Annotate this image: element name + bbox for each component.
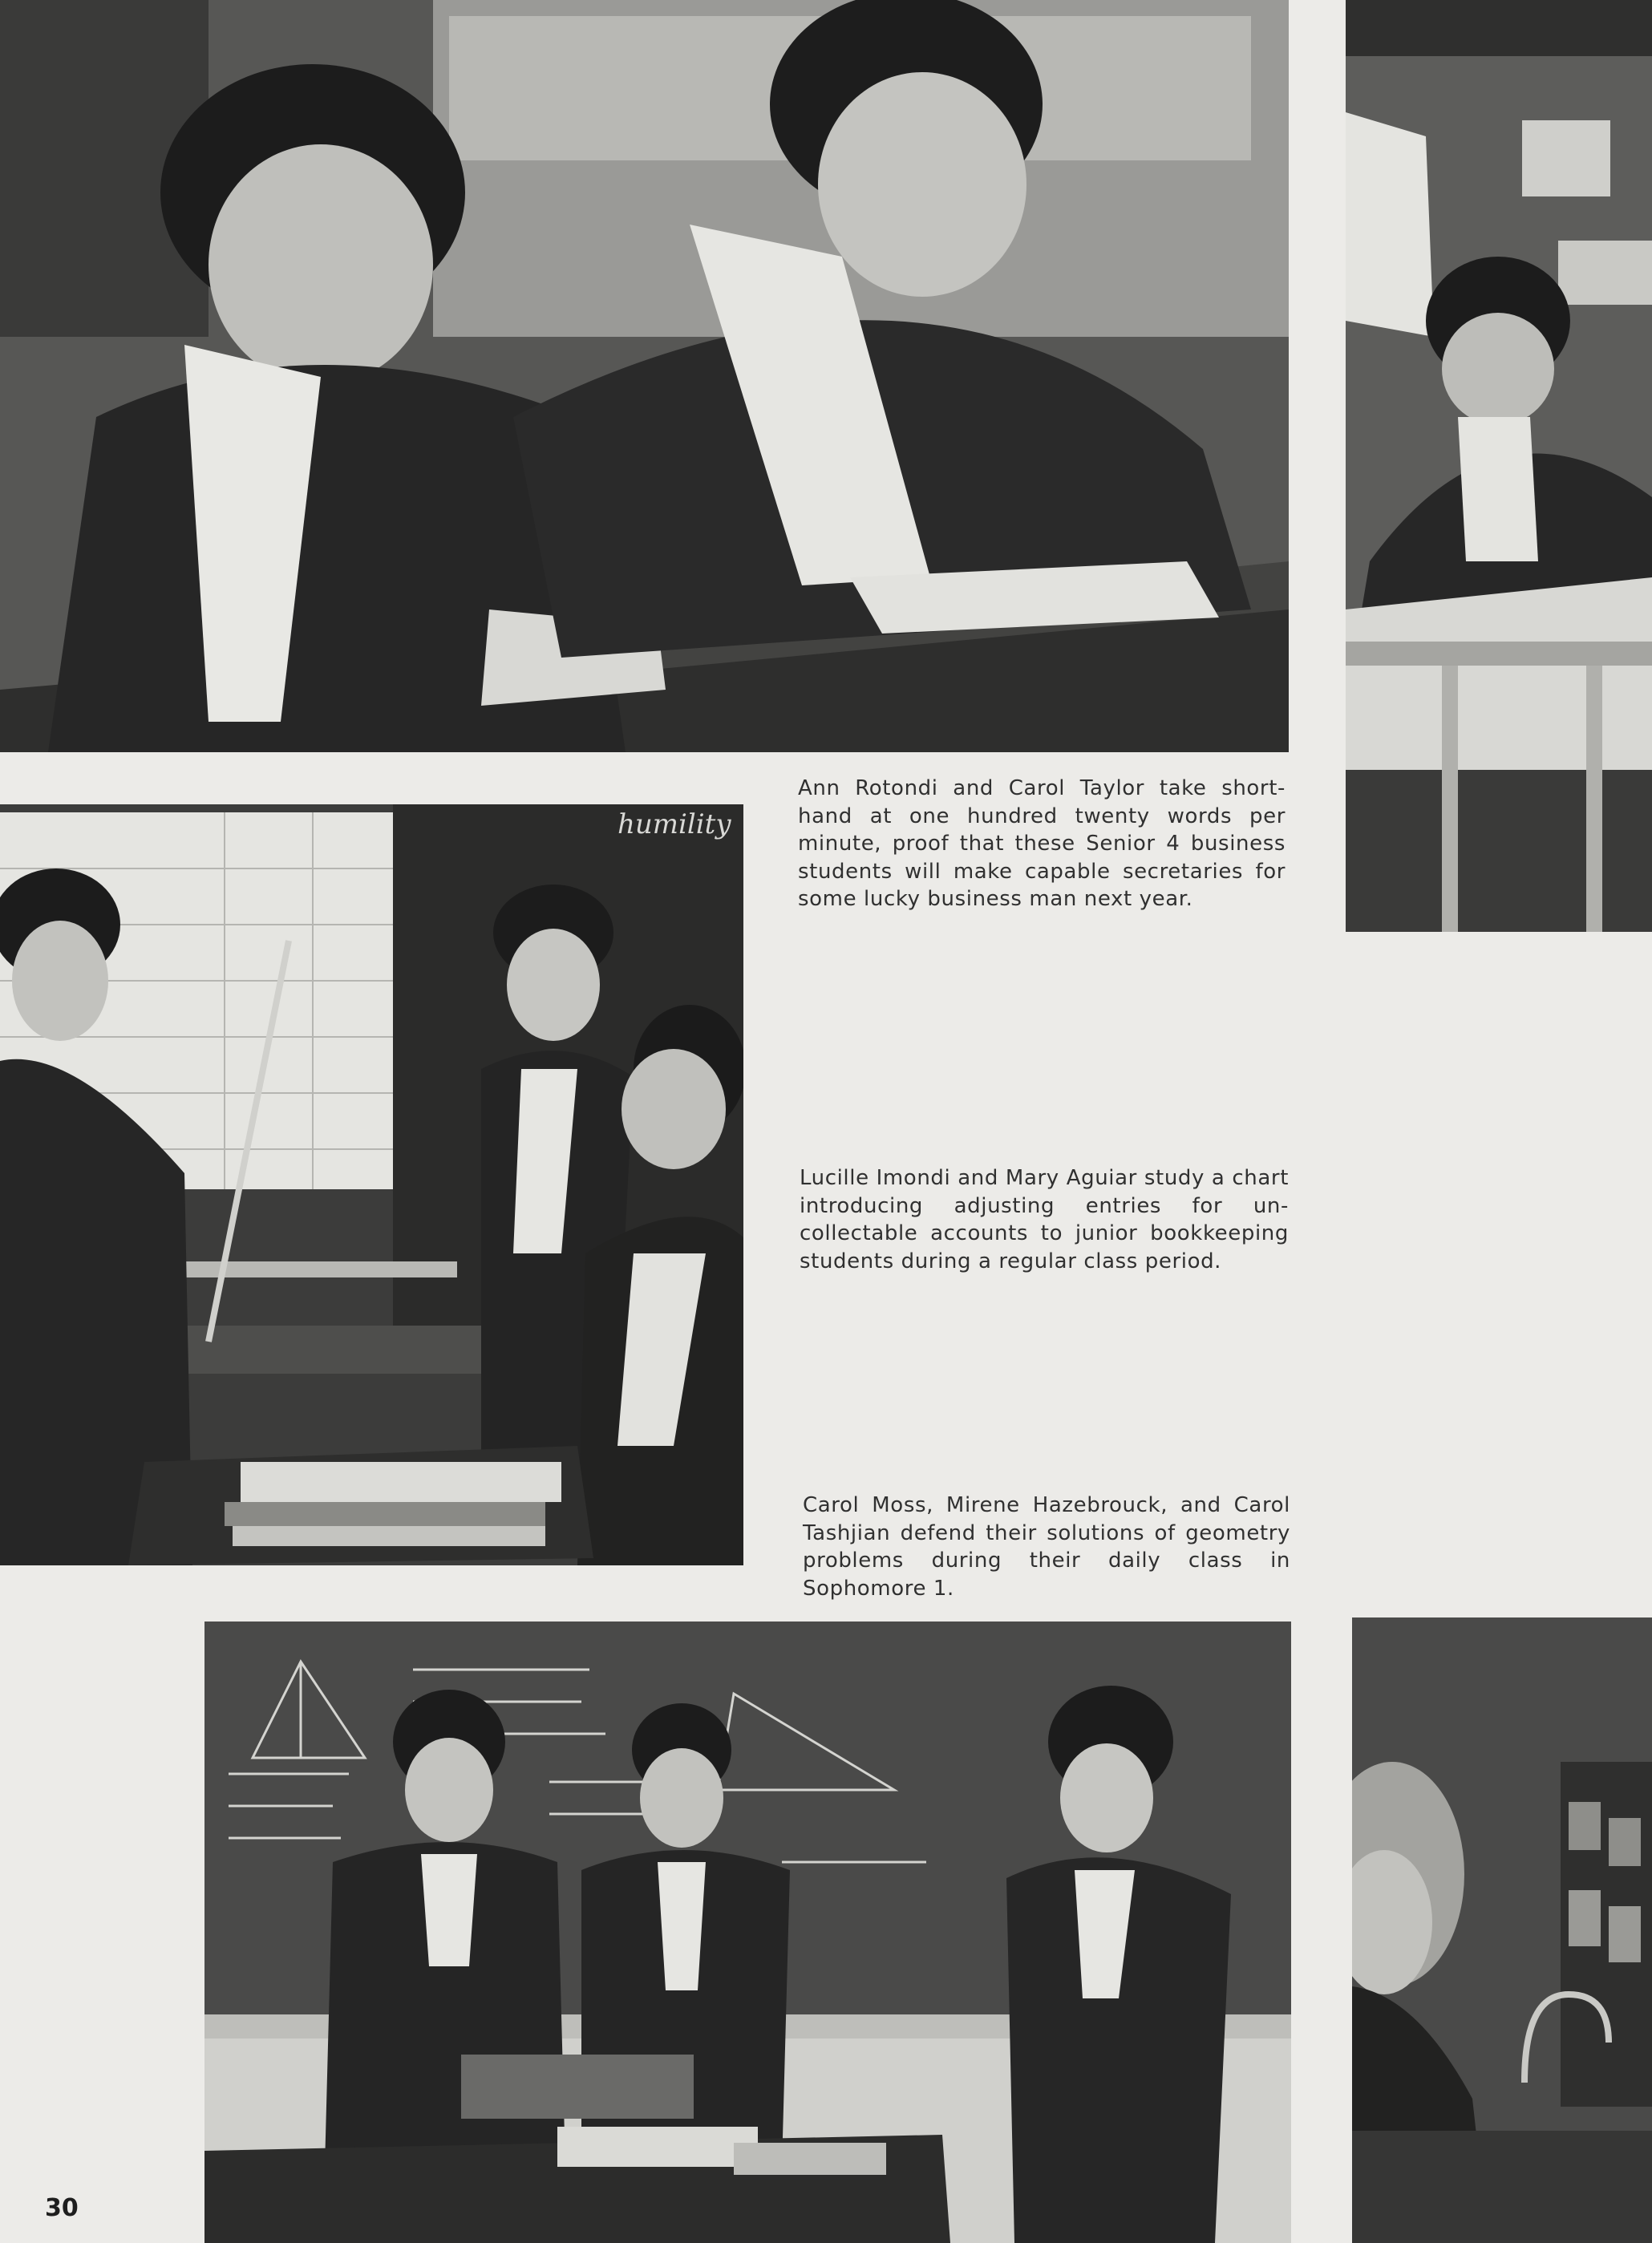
right-strip-top-photo [1346,0,1652,932]
page-number: 30 [45,2194,79,2222]
shorthand-caption: Ann Rotondi and Carol Taylor take short-hand at one hundred twenty words per minute, proof that these Senior 4 business students will make capable secretaries for some lucky business man next year. [798,776,1286,911]
right-strip-bottom-photo [1352,1617,1652,2243]
shorthand-photo [0,0,1289,752]
bookkeeping-photo [0,804,743,1565]
blackboard-chalk-text: humility [617,808,731,840]
bookkeeping-caption: Lucille Imondi and Mary Aguiar study a chart introducing adjusting entries for un-collectable accounts to junior bookkeeping students during a regular class period. [800,1166,1289,1273]
geometry-caption: Carol Moss, Mirene Hazebrouck, and Carol Tashjian defend their solutions of geometry problems during their daily class in Sophomore 1. [803,1493,1290,1601]
geometry-photo [204,1622,1291,2243]
